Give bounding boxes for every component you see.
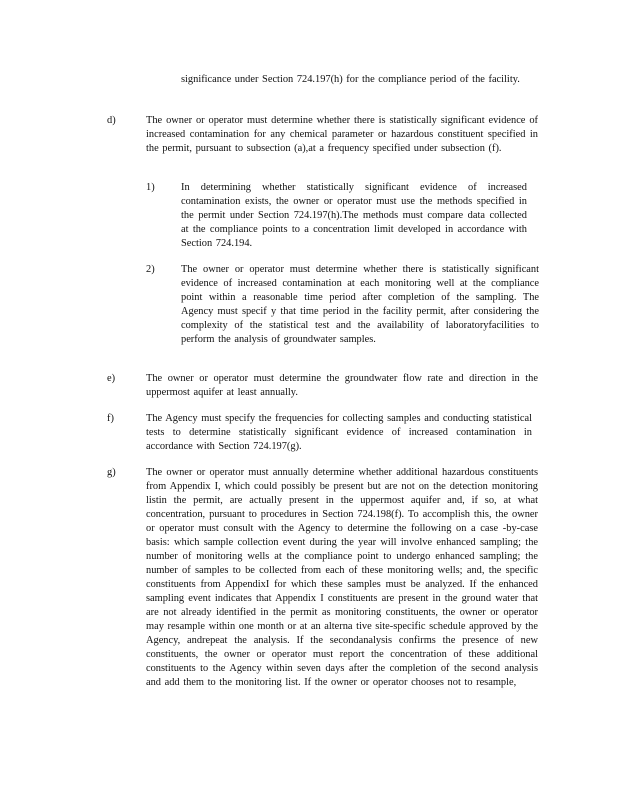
item-g-paragraph: The owner or operator must annually determine whether additional hazardous constituents from Appendix I, which could possibly be present but are not on the detection monitoring listin the permit, are actually present in the uppermost aquifer and, if so, at what concentration, pursuant to procedures in Section 724.198(f). To accomplish this, the owner or operator must consult with the Agency to determine the following on a case -by-case basis: which sample collection event during the year will involve enhanced sampling; the number of monitoring wells at the compliance point to undergo enhanced sampling; the number of samples to be collected from each of these monitoring wells; and, the specific constituents from AppendixI for which these samples must be analyzed. If the enhanced sampling event indicates that Appendix I constituents are present in the ground water that are not already identified in the permit as monitoring constituents, the owner or operator may resample within one month or at an alterna tive site-specific schedule approved by the Agency, andrepeat the analysis. If the secondanalysis confirms the presence of new constituents, the owner or operator must report the concentration of these additional constituents to the Agency within seven days after the completion of the second analysis and add them to the monitoring list. If the owner or operator chooses not to resample, xyxy=(146,467,538,688)
continuation-paragraph: significance under Section 724.197(h) for the compliance period of the facility. xyxy=(181,74,520,85)
item-marker-d: d) xyxy=(107,115,116,126)
subitem-marker-1: 1) xyxy=(146,182,155,193)
item-marker-f: f) xyxy=(107,413,114,424)
item-marker-g: g) xyxy=(107,467,116,478)
subitem-marker-2: 2) xyxy=(146,264,155,275)
item-e-paragraph: The owner or operator must determine the groundwater flow rate and direction in the uppermost aquifer at least annually. xyxy=(146,373,538,398)
subitem-1-paragraph: In determining whether statistically significant evidence of increased contamination exists, the owner or operator must use the methods specified in the permit under Section 724.197(h).The methods must compare data collected at the compliance points to a concentration limit developed in accordance with Section 724.194. xyxy=(181,182,527,249)
item-f-paragraph: The Agency must specify the frequencies for collecting samples and conducting statistical tests to determine statistically significant evidence of increased contamination in accordance with Section 724.197(g). xyxy=(146,413,532,452)
item-d-paragraph: The owner or operator must determine whether there is statistically significant evidence of increased contamination for any chemical parameter or hazardous constituent specified in the permit, pursuant to subsection (a),at a frequency specified under subsection (f). xyxy=(146,115,538,154)
subitem-2-paragraph: The owner or operator must determine whether there is statistically significant evidence of increased contamination at each monitoring well at the compliance point within a reasonable time period after completion of the sampling. The Agency must specif y that time period in the facility permit, after considering the complexity of the statistical test and the availability of laboratoryfacilities to perform the analysis of groundwater samples. xyxy=(181,264,539,345)
item-marker-e: e) xyxy=(107,373,116,384)
